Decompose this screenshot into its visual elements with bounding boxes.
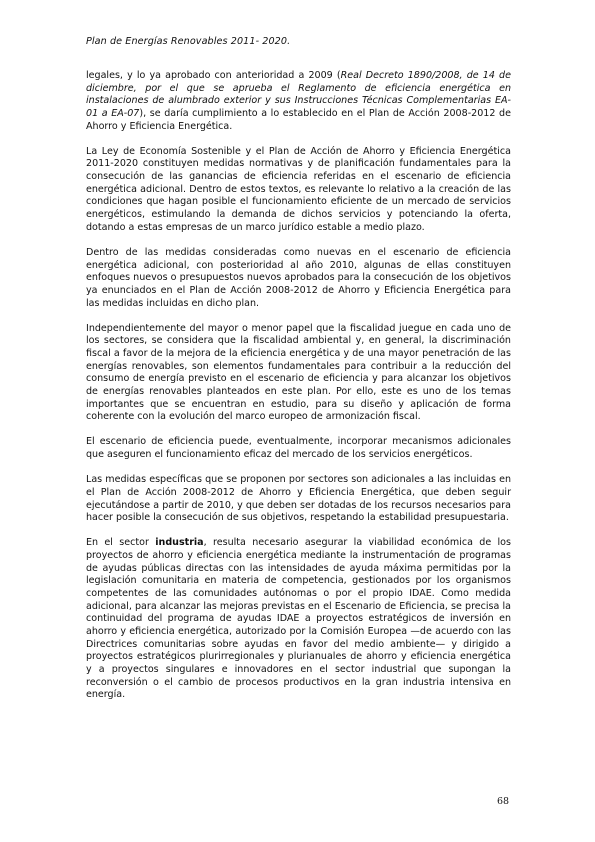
paragraph-text: En el sector (86, 537, 156, 549)
paragraph-new-measures: Dentro de las medidas consideradas como nuevas en el escenario de eficiencia energética adicional, con posterioridad al año 2010, algunas de ellas constituyen enfoques nuevos o presupuestos nuevos aprobados para la consecución de los objetivos ya enunciados en el Plan de Acción 2008-2012 de Ahorro y Eficiencia Energética para las medidas incluidas en dicho plan. (86, 246, 511, 309)
paragraph-text: , resulta necesario asegurar la viabilidad económica de los proyectos de ahorro y eficiencia energética mediante la instrumentación de programas de ayudas públicas directas con las intensidades de ayuda máxima permitidas por la legislación comunitaria en materia de competencia, gestionados por los organismos competentes de las comunidades autónomas o por el propio IDAE. Como medida adicional, para alcanzar las mejoras previstas en el Escenario de Eficiencia, se precisa la continuidad del programa de ayudas IDAE a proyectos estratégicos de inversión en ahorro y eficiencia energética, autorizado por la Comisión Europea —de acuerdo con las Directrices comunitarias sobre ayudas en favor del medio ambiente— y dirigido a proyectos estratégicos plurirregionales y plurianuales de ahorro y eficiencia energética y a proyectos singulares e innovadores en el sector industrial que supongan la reconversión o el cambio de procesos productivos en la gran industria intensiva en energía. (86, 537, 511, 701)
paragraph-sector-measures: Las medidas específicas que se proponen por sectores son adicionales a las incluidas en el Plan de Acción 2008-2012 de Ahorro y Eficiencia Energética, que deben seguir ejecutándose a partir de 2010, y que deben ser dotadas de los recursos necesarios para hacer posible la consecución de sus objetivos, respetando la estabilidad presupuestaria. (86, 474, 511, 524)
paragraph-industry-sector (86, 537, 511, 702)
paragraph-royal-decree (86, 70, 511, 133)
paragraph-taxation: Independientemente del mayor o menor papel que la fiscalidad juegue en cada uno de los sectores, se considera que la fiscalidad ambiental y, en general, la discriminación fiscal a favor de la mejora de la eficiencia energética y de una mayor penetración de las energías renovables, son elementos fundamentales para contribuir a la reducción del consumo de energía previsto en el escenario de eficiencia y para alcanzar los objetivos de energías renovables planteados en este plan. Por ello, este es uno de los temas importantes que se encuentran en estudio, para su diseño y aplicación de forma coherente con la evolución del marco europeo de armonización fiscal. (86, 322, 511, 423)
decree-citation: Real Decreto 1890/2008, de 14 de diciembre, por el que se aprueba el Reglamento de eficiencia energética en instalaciones de alumbrado exterior y sus Instrucciones Técnicas Complementarias EA-01 a EA-07 (86, 70, 511, 119)
paragraph-efficiency-scenario: El escenario de eficiencia puede, eventualmente, incorporar mecanismos adicionales que aseguren el funcionamiento eficaz del mercado de los servicios energéticos. (86, 436, 511, 461)
paragraph-text: legales, y lo ya aprobado con anterioridad a 2009 ( (86, 70, 341, 81)
running-header: Plan de Energías Renovables 2011- 2020. (86, 36, 291, 47)
paragraph-sustainable-economy-law: La Ley de Economía Sostenible y el Plan de Acción de Ahorro y Eficiencia Energética 2011-2020 constituyen medidas normativas y de planificación fundamentales para la consecución de las ganancias de eficiencia referidas en el escenario de eficiencia energética adicional. Dentro de estos textos, es relevante lo relativo a la creación de las condiciones que hagan posible el funcionamiento eficiente de un mercado de servicios energéticos, estimulando la demanda de dichos servicios y potenciando la oferta, dotando a estas empresas de un marco jurídico estable a medio plazo. (86, 145, 511, 233)
body-text (86, 70, 511, 714)
page-number: 68 (497, 796, 510, 807)
paragraph-text: ), se daría cumplimiento a lo establecido en el Plan de Acción 2008-2012 de Ahorro y Eficiencia Energética. (86, 107, 511, 132)
industry-keyword: industria (155, 537, 204, 549)
